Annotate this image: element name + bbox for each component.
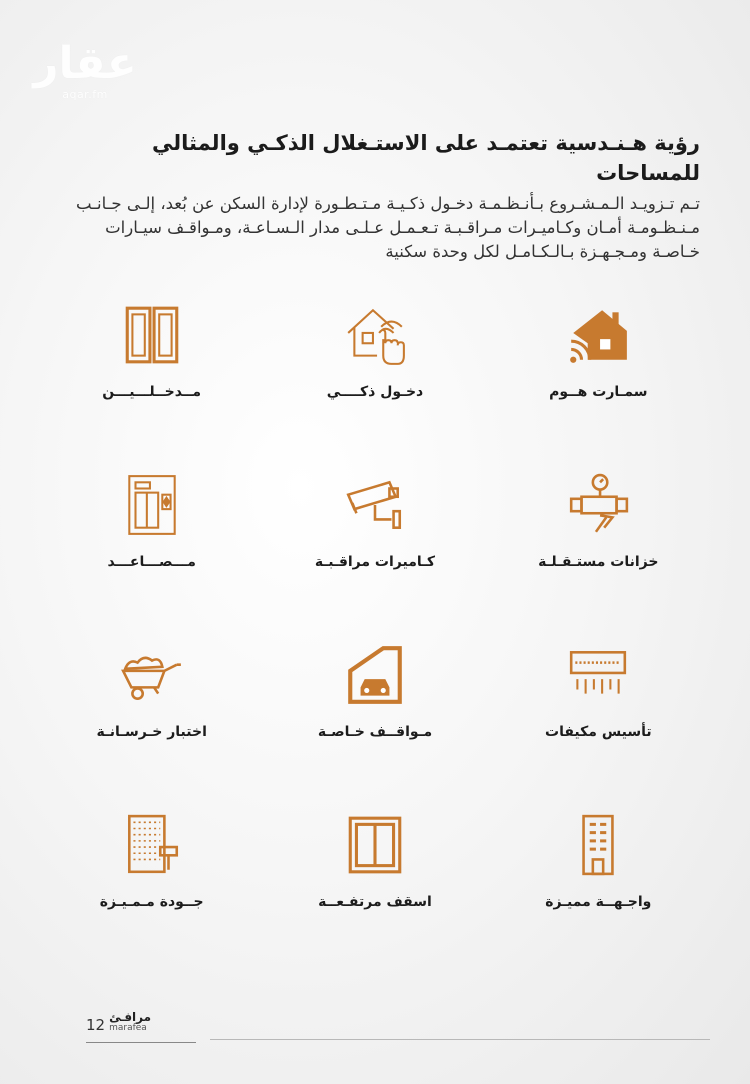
high-ceiling-icon [340, 810, 410, 880]
feature-high-ceilings [263, 810, 486, 928]
feature-smart-entry [263, 300, 486, 418]
smart-home-icon [563, 300, 633, 370]
footer-divider [210, 1039, 710, 1040]
water-tank-icon [563, 470, 633, 540]
feature-cameras [263, 470, 486, 588]
elevator-icon [117, 470, 187, 540]
feature-label: مــدخــلـــيـــن [102, 384, 202, 400]
page-number: 12 [86, 1016, 106, 1034]
feature-label: كـاميرات مراقـبـة [314, 554, 436, 570]
feature-label: خزانات مستـقـلـة [538, 554, 659, 570]
feature-label: واجـهــة مميـزة [545, 894, 652, 910]
features-grid [40, 300, 710, 928]
feature-label: اسقف مرتفـعــة [318, 894, 432, 910]
feature-double-entrance [40, 300, 263, 418]
quality-icon [117, 810, 187, 880]
feature-quality [40, 810, 263, 928]
footer-brand [86, 1012, 151, 1034]
header [60, 128, 700, 264]
brand-logo [109, 1012, 151, 1034]
feature-concrete-test [40, 640, 263, 758]
feature-smart-home [487, 300, 710, 418]
watermark-text: عقار [33, 38, 137, 89]
feature-private-parking [263, 640, 486, 758]
concrete-test-icon [117, 640, 187, 710]
brand-name-en: marafea [109, 1023, 147, 1033]
double-door-icon [117, 300, 187, 370]
feature-ac-prep [487, 640, 710, 758]
facade-icon [563, 810, 633, 880]
feature-label: تأسيس مكيفات [545, 724, 652, 740]
watermark-logo [30, 40, 140, 101]
smart-entry-icon [340, 300, 410, 370]
feature-elevators [40, 470, 263, 588]
page-title: رؤية هـنـدسية تعتمـد على الاستـغلال الذكـي والمثالي للمساحات [152, 131, 700, 185]
air-conditioner-icon [563, 640, 633, 710]
footer-brand-rule [86, 1042, 196, 1043]
page-description: تـم تـزويـد الـمـشـروع بـأنـظـمـة دخـول ذكـيـة مـتـطـورة لإدارة السكن عن بُعد، إلـى جـانـب مـنـظـومـة أمـان وكـاميـرات مـراقـبـة تـعـمـل عـلـى مدار الـسـاعـة، ومـواقـف سيـارات خـاصـة ومـجـهـزة بـالـكـامـل لكل وحدة سكنية [75, 194, 700, 261]
watermark-subtext: aqar.fm [62, 88, 108, 101]
feature-facade [487, 810, 710, 928]
feature-label: اختبار خـرسـانـة [96, 724, 207, 740]
feature-water-tanks [487, 470, 710, 588]
feature-label: مـــصـــاعـــد [107, 554, 196, 570]
feature-label: سمـارت هــوم [549, 384, 648, 400]
feature-label: مـواقــف خـاصـة [317, 724, 433, 740]
security-camera-icon [340, 470, 410, 540]
feature-label: جــودة مـمـيـزة [99, 894, 204, 910]
brand-name-ar: مرافـئ [109, 1010, 152, 1024]
private-parking-icon [340, 640, 410, 710]
feature-label: دخـول ذكــــي [326, 384, 424, 400]
